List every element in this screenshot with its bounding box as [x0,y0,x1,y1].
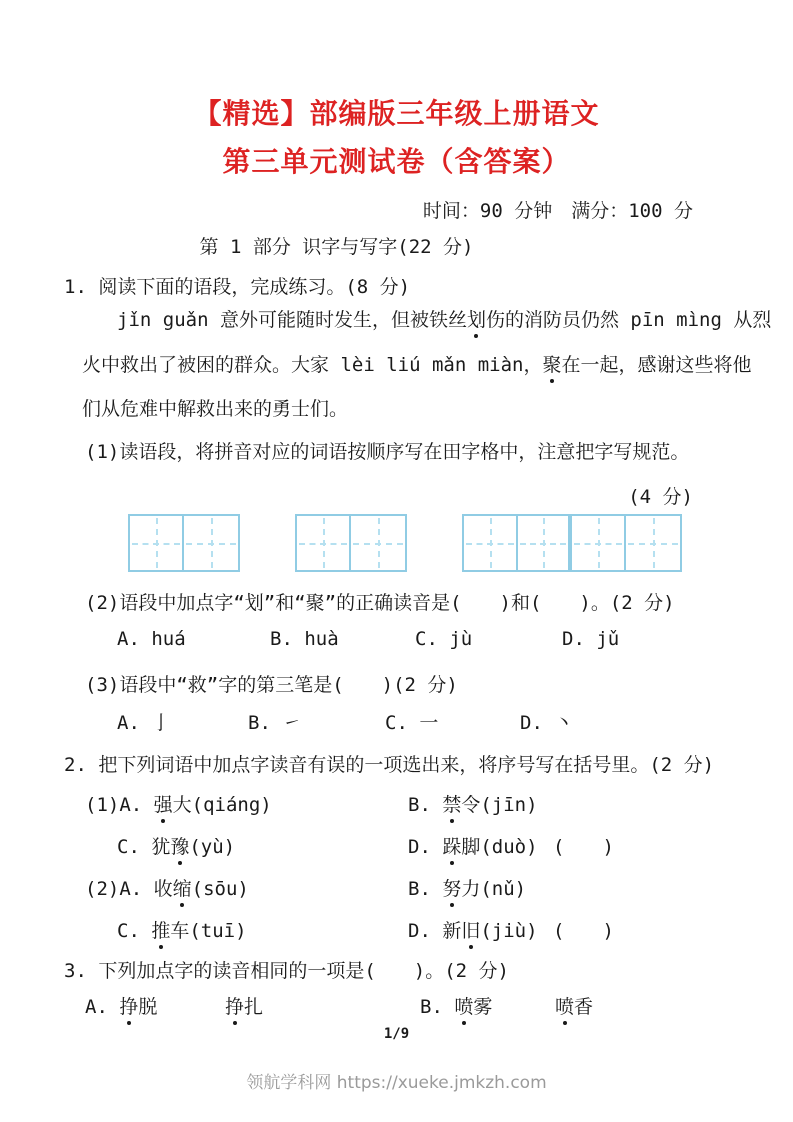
emphasis-dot-char: 喷 [454,992,473,1019]
paper-title-line1: 【精选】部编版三年级上册语文 [193,97,600,130]
emphasis-dot-char: 划 [467,305,486,332]
q1-sub3-option-b: B. ㇀ [248,712,302,734]
q2-option-1d: D. 跺脚(duò) [408,832,538,859]
q1-sub2-option-a: A. huá [117,628,186,650]
q1-sub2-option-b: B. huà [270,628,339,650]
q1-sub2-stem: (2)语段中加点字“划”和“聚”的正确读音是( )和( )。(2 分) [85,592,675,614]
tianzige-row [128,514,682,572]
emphasis-dot-char: 聚 [542,350,561,377]
q1-passage-line-1: jǐn guǎn 意外可能随时发生，但被铁丝划伤的消防员仍然 pīn mìng 从烈 [117,305,771,332]
q3-stem: 3. 下列加点字的读音相同的一项是( )。(2 分) [64,960,509,982]
q1-passage-line-3: 们从危难中解救出来的勇士们。 [82,398,349,420]
q2-option-2d: D. 新旧(jiù) [408,916,538,943]
emphasis-dot-char: 旧 [461,916,480,943]
q1-sub1-stem: (1)读语段，将拼音对应的词语按顺序写在田字格中，注意把字写规范。 [85,441,690,463]
paper-title-line2: 第三单元测试卷（含答案） [222,145,571,178]
tianzige-cell [297,516,351,570]
emphasis-dot-char: 跺 [442,832,461,859]
emphasis-dot-char: 挣 [225,992,244,1019]
q2-answer-bracket-2: ( ) [553,920,614,942]
watermark: 领航学科网 https://xueke.jmkzh.com [246,1073,547,1093]
q1-sub1-score: (4 分) [628,486,693,508]
q1-stem: 1. 阅读下面的语段，完成练习。(8 分) [64,276,411,298]
q2-option-2c: C. 推车(tuī) [117,916,247,943]
q1-sub2-option-d: D. jǔ [562,628,620,650]
q1-sub2-option-c: C. jù [415,628,473,650]
emphasis-dot-char: 推 [151,916,170,943]
q3-option-b-word-1: B. 喷雾 [420,992,492,1019]
tianzige-cell [184,516,238,570]
q1-sub3-option-c: C. 一 [385,712,439,734]
q1-sub3-option-a: A. 亅 [117,712,171,734]
q2-option-1b: B. 禁令(jīn) [408,790,538,817]
q2-option-1a: (1)A. 强大(qiáng) [85,790,272,817]
emphasis-dot-char: 努 [442,874,461,901]
tianzige-cell [351,516,405,570]
emphasis-dot-char: 缩 [173,874,192,901]
q2-option-1c: C. 犹豫(yù) [117,832,235,859]
q2-option-2a: (2)A. 收缩(sōu) [85,874,249,901]
tianzige-cell [572,516,626,570]
emphasis-dot-char: 豫 [170,832,189,859]
emphasis-dot-char: 禁 [442,790,461,817]
q3-option-a-word-1: A. 挣脱 [85,992,157,1019]
time-score-info: 时间：90 分钟 满分：100 分 [422,200,693,222]
tianzige-cell [130,516,184,570]
q2-option-2b: B. 努力(nǔ) [408,874,526,901]
section-header: 第 1 部分 识字与写字(22 分) [199,236,474,258]
q1-sub3-stem: (3)语段中“救”字的第三笔是( )(2 分) [85,674,458,696]
emphasis-dot-char: 挣 [119,992,138,1019]
q3-option-a-word-2: 挣扎 [225,992,263,1019]
tianzige-group [128,514,240,572]
tianzige-group [295,514,407,572]
q2-stem: 2. 把下列词语中加点字读音有误的一项选出来，将序号写在括号里。(2 分) [64,754,715,776]
tianzige-cell [626,516,680,570]
tianzige-group [462,514,682,572]
q2-answer-bracket-1: ( ) [553,836,614,858]
q1-passage-line-2: 火中救出了被困的群众。大家 lèi liú mǎn miàn，聚在一起，感谢这些将他 [82,350,752,377]
q1-sub3-option-d: D. 丶 [520,712,574,734]
page-number: 1/9 [383,1026,410,1042]
emphasis-dot-char: 喷 [555,992,574,1019]
emphasis-dot-char: 强 [154,790,173,817]
tianzige-cell [518,516,572,570]
tianzige-cell [464,516,518,570]
q3-option-b-word-2: 喷香 [555,992,593,1019]
